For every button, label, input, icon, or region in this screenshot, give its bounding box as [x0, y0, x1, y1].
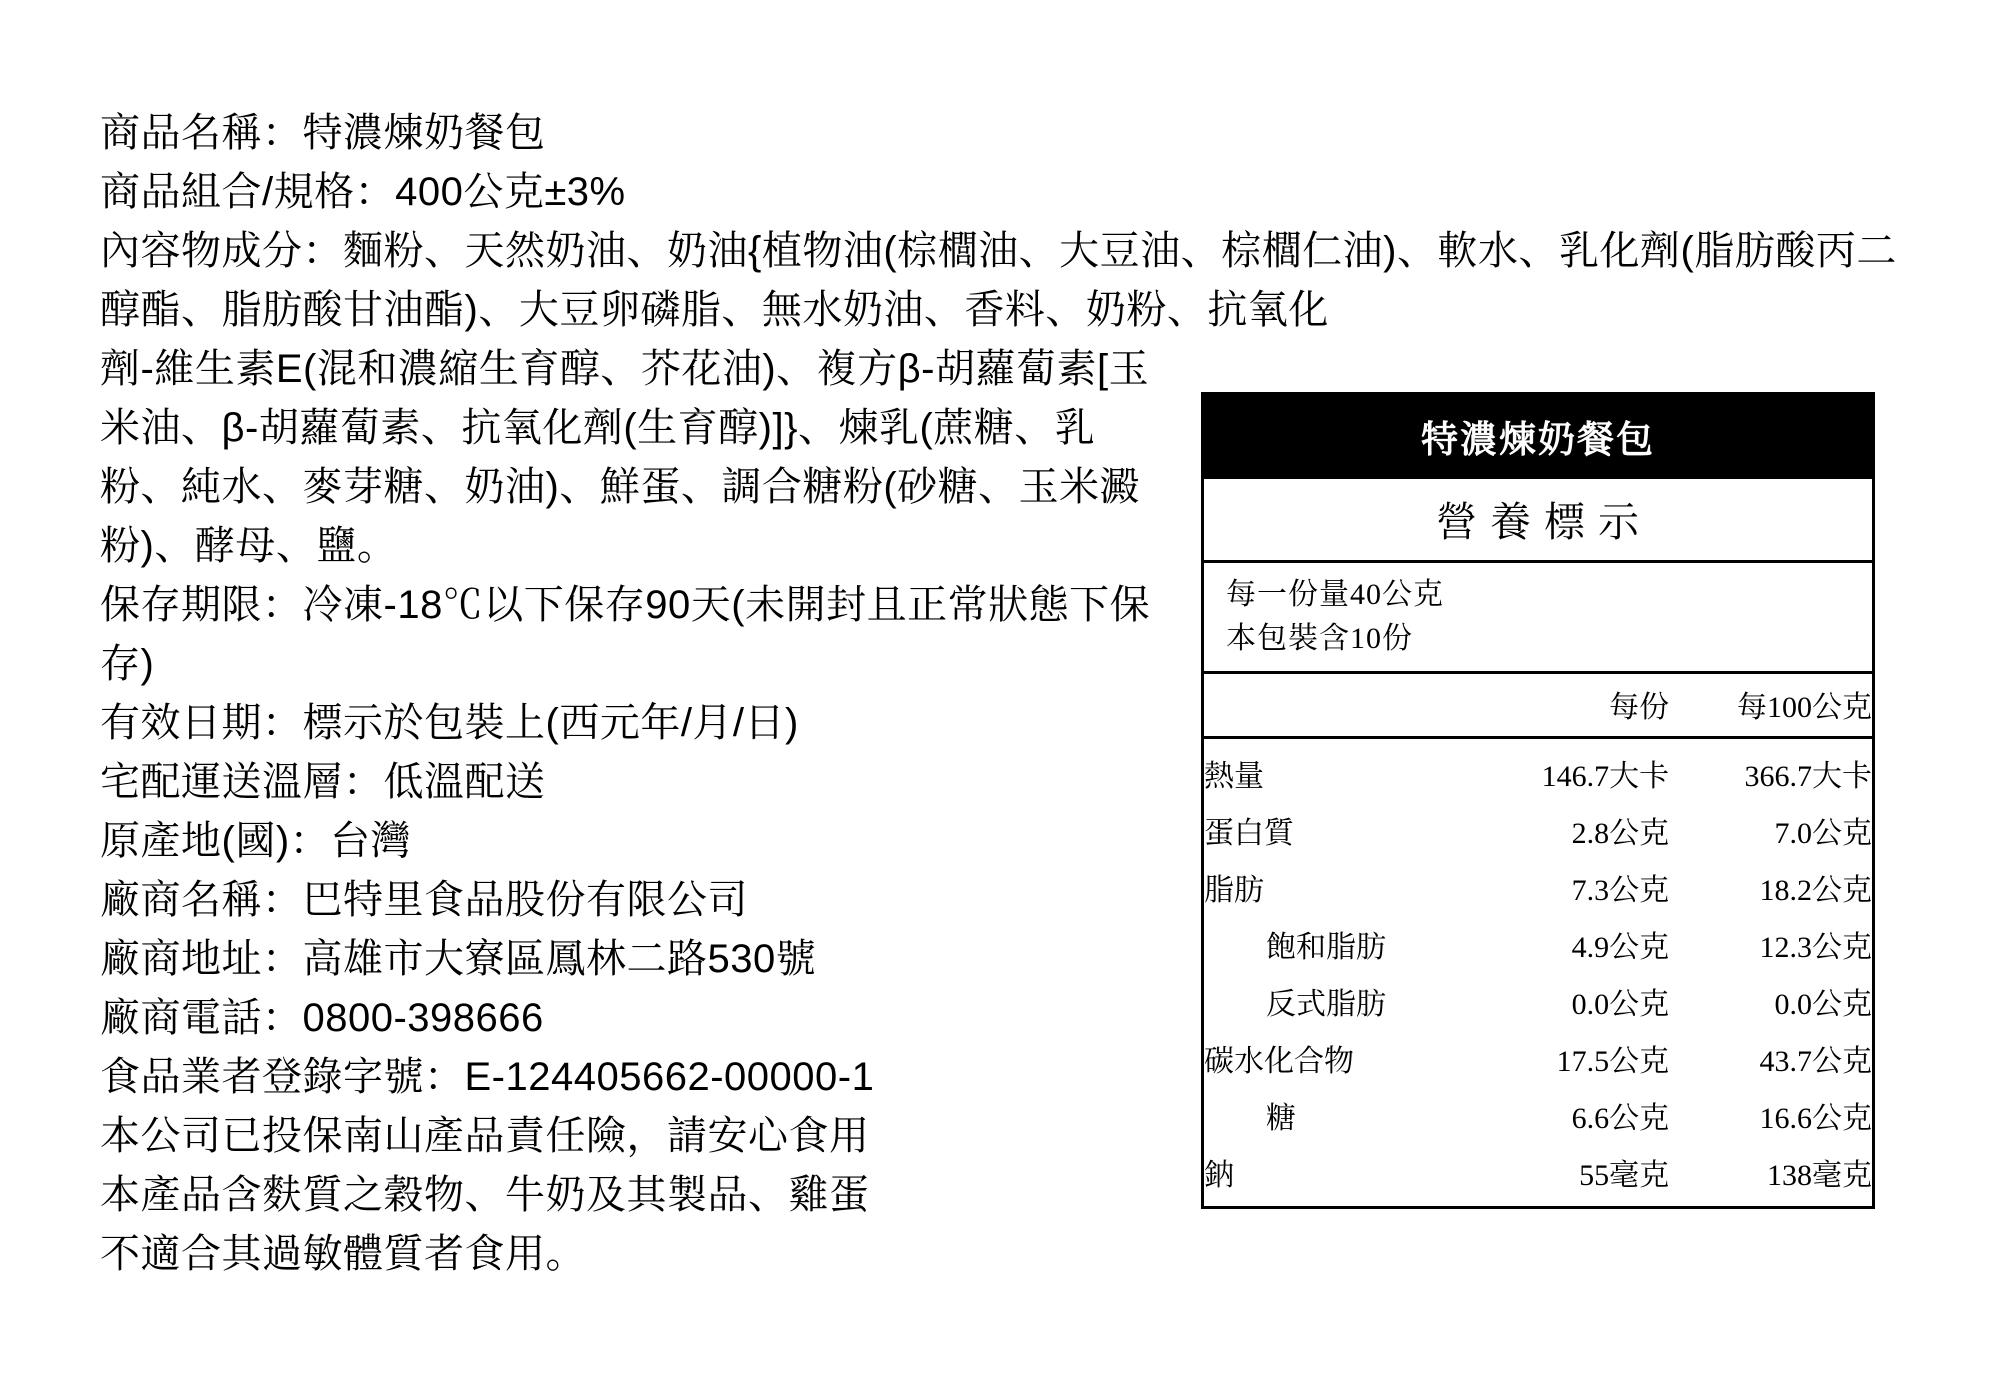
- nutrient-per-100g-value: 18.2公克: [1759, 874, 1872, 907]
- product-name-line: 商品名稱：特濃煉奶餐包: [100, 111, 546, 155]
- nutrition-values-table: [1204, 674, 1872, 1206]
- nutrient-per-100g-value: 12.3公克: [1759, 931, 1872, 964]
- shipping-temperature-line: 宅配運送溫層：低溫配送: [100, 760, 546, 804]
- nutrient-label: 蛋白質: [1204, 817, 1294, 850]
- storage-line: 保存期限：冷凍-18℃以下保存90天(未開封且正常狀態下保存): [100, 583, 1151, 686]
- nutrition-row: [1204, 916, 1872, 973]
- nutrient-per-serving-value: 55毫克: [1579, 1159, 1670, 1192]
- nutrient-per-100g-value: 138毫克: [1767, 1159, 1872, 1192]
- nutrient-per-serving-value: 0.0公克: [1571, 988, 1670, 1021]
- nutrition-row: [1204, 859, 1872, 916]
- ingredients-line-wide: 內容物成分：麵粉、天然奶油、奶油{植物油(棕櫚油、大豆油、棕櫚仁油)、軟水、乳化劑(脂肪酸丙二醇酯、脂肪酸甘油酯)、大豆卵磷脂、無水奶油、香料、奶粉、抗氧化: [100, 229, 1897, 332]
- nutrition-facts-table: [1201, 392, 1875, 1209]
- nutrition-column-header-row: [1204, 674, 1872, 738]
- manufacturer-phone-line: 廠商電話：0800-398666: [100, 996, 544, 1040]
- serving-info-block: [1204, 563, 1872, 674]
- nutrient-label: 熱量: [1204, 760, 1264, 793]
- nutrient-per-100g-value: 0.0公克: [1774, 988, 1872, 1021]
- manufacturer-line: 廠商名稱：巴特里食品股份有限公司: [100, 878, 748, 922]
- nutrient-per-100g-value: 16.6公克: [1759, 1102, 1872, 1135]
- nutrient-label: 鈉: [1204, 1159, 1234, 1192]
- per-100g-header: 每100公克: [1737, 691, 1872, 724]
- nutrient-label: 反式脂肪: [1266, 988, 1386, 1021]
- nutrient-per-serving-value: 2.8公克: [1571, 817, 1670, 850]
- nutrient-per-100g-value: 366.7大卡: [1744, 760, 1872, 793]
- nutrition-row: [1204, 1030, 1872, 1087]
- product-spec-line: 商品組合/規格：400公克±3%: [100, 170, 626, 214]
- nutrient-header-blank: [1204, 674, 1478, 738]
- nutrient-per-serving-value: 7.3公克: [1571, 874, 1670, 907]
- per-serving-header: 每份: [1609, 691, 1670, 724]
- nutrient-label: 糖: [1266, 1102, 1296, 1135]
- nutrition-product-title: 特濃煉奶餐包: [1204, 395, 1872, 479]
- business-registration-line: 食品業者登錄字號：E-124405662-00000-1: [100, 1055, 875, 1099]
- origin-line: 原產地(國)：台灣: [100, 819, 412, 863]
- nutrient-per-serving-value: 4.9公克: [1571, 931, 1670, 964]
- nutrition-row: [1204, 973, 1872, 1030]
- nutrient-per-100g-value: 43.7公克: [1759, 1045, 1872, 1078]
- nutrient-label: 脂肪: [1204, 874, 1264, 907]
- nutrient-per-serving-value: 146.7大卡: [1541, 760, 1670, 793]
- nutrient-label: 飽和脂肪: [1266, 931, 1386, 964]
- nutrition-heading: 營養標示: [1204, 479, 1872, 563]
- nutrient-per-100g-value: 7.0公克: [1774, 817, 1872, 850]
- servings-per-package: 本包裝含10份: [1226, 622, 1413, 655]
- manufacturer-address-line: 廠商地址：高雄市大寮區鳳林二路530號: [100, 937, 817, 981]
- nutrition-row: [1204, 738, 1872, 803]
- nutrient-label: 碳水化合物: [1204, 1045, 1354, 1078]
- nutrition-row: [1204, 1087, 1872, 1144]
- insurance-line: 本公司已投保南山產品責任險，請安心食用: [100, 1114, 870, 1158]
- expiry-line: 有效日期：標示於包裝上(西元年/月/日): [100, 701, 799, 745]
- nutrition-row: [1204, 1144, 1872, 1206]
- allergen-line-2: 不適合其過敏體質者食用。: [100, 1232, 586, 1276]
- ingredients-line-narrow: 劑-維生素E(混和濃縮生育醇、芥花油)、複方β-胡蘿蔔素[玉米油、β-胡蘿蔔素、抗氧化劑(生育醇)]}、煉乳(蔗糖、乳粉、純水、麥芽糖、奶油)、鮮蛋、調合糖粉(砂糖、玉米澱粉)、酵母、鹽。: [100, 347, 1150, 568]
- nutrient-per-serving-value: 6.6公克: [1571, 1102, 1670, 1135]
- nutrient-per-serving-value: 17.5公克: [1556, 1045, 1670, 1078]
- serving-size: 每一份量40公克: [1226, 578, 1444, 611]
- nutrition-row: [1204, 802, 1872, 859]
- allergen-line-1: 本產品含麩質之穀物、牛奶及其製品、雞蛋: [100, 1173, 870, 1217]
